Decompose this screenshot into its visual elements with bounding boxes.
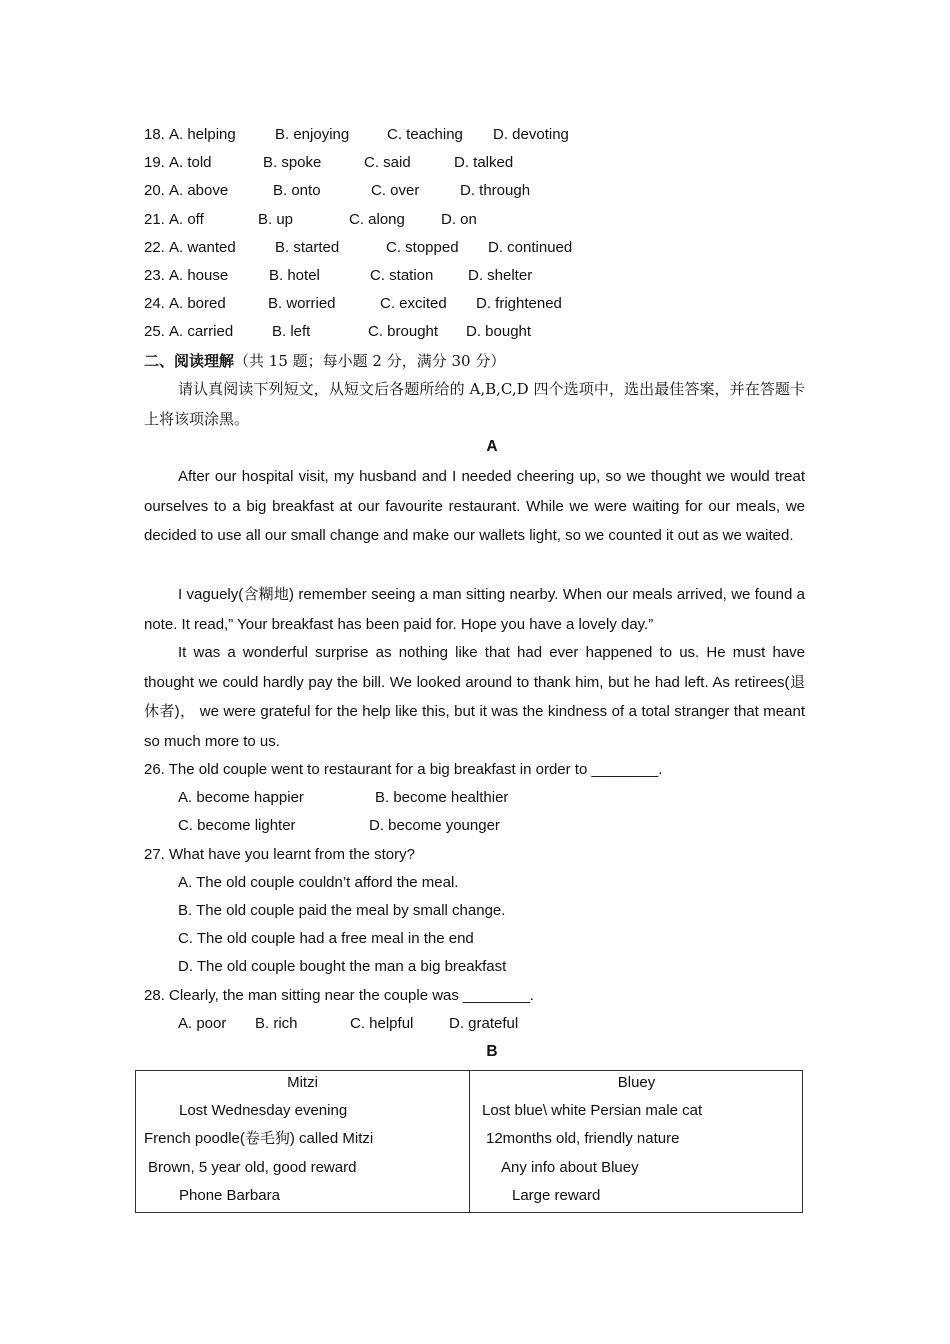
question-26-option-b: B. become healthier: [375, 789, 509, 806]
section-note: （共 15 题；每小题 2 分，满分 30 分）: [234, 352, 506, 370]
mitzi-line-3: Brown, 5 year old, good reward: [148, 1159, 357, 1176]
question-number: 23.: [144, 267, 165, 284]
option-a: A. carried: [169, 323, 234, 340]
option-d: D. through: [460, 182, 531, 199]
question-number: 25.: [144, 323, 165, 340]
question-27-option-a: A. The old couple couldn’t afford the meal.: [178, 874, 459, 891]
question-number: 24.: [144, 295, 165, 312]
option-d: D. bought: [466, 323, 532, 340]
option-c: C. excited: [380, 295, 447, 312]
option-a: A. bored: [169, 295, 226, 312]
option-c: C. over: [371, 182, 420, 199]
question-number: 21.: [144, 211, 165, 228]
bluey-line-1: Lost blue\ white Persian male cat: [482, 1102, 703, 1119]
bluey-title: Bluey: [617, 1074, 656, 1091]
option-a: A. helping: [169, 126, 236, 143]
option-a: A. wanted: [169, 239, 236, 256]
question-28-option-c: C. helpful: [350, 1015, 414, 1032]
question-28-option-b: B. rich: [255, 1015, 298, 1032]
option-c: C. station: [370, 267, 434, 284]
option-b: B. started: [275, 239, 340, 256]
question-26-option-d: D. become younger: [369, 817, 500, 834]
mitzi-line-4: Phone Barbara: [179, 1187, 280, 1204]
question-28-option-d: D. grateful: [449, 1015, 519, 1032]
bluey-line-2: 12months old, friendly nature: [486, 1130, 680, 1147]
question-26-stem: 26. The old couple went to restaurant for a big breakfast in order to ________.: [144, 761, 663, 778]
option-b: B. hotel: [269, 267, 320, 284]
lost-pets-table: [135, 1070, 803, 1213]
mitzi-title: Mitzi: [287, 1074, 318, 1091]
bluey-line-3: Any info about Bluey: [501, 1159, 639, 1176]
option-c: C. brought: [368, 323, 439, 340]
option-a: A. above: [169, 182, 229, 199]
mitzi-line-2: French poodle(卷毛狗) called Mitzi: [144, 1130, 374, 1147]
passage-a-paragraph-2: I vaguely(含糊地) remember seeing a man sitting nearby. When our meals arrived, we found a note. It read,” Your breakfast has been paid for. Hope you have a lovely day.”: [144, 586, 805, 633]
passage-b-title: B: [486, 1043, 498, 1060]
question-27-option-c: C. The old couple had a free meal in the end: [178, 930, 474, 947]
question-27-option-b: B. The old couple paid the meal by small change.: [178, 902, 506, 919]
question-number: 18.: [144, 126, 165, 143]
passage-a-paragraph-3: It was a wonderful surprise as nothing like that had ever happened to us. He must have thought we could hardly pay the bill. We looked around to thank him, but he had left. As retirees(退休者)， we were grateful for the help like this, but it was the kindness of a total stranger that meant so much more to us.: [144, 644, 805, 750]
question-26-option-a: A. become happier: [178, 789, 304, 806]
option-b: B. up: [258, 211, 294, 228]
section-heading: [144, 351, 505, 371]
option-d: D. continued: [488, 239, 573, 256]
option-a: A. told: [169, 154, 212, 171]
option-c: C. along: [349, 211, 405, 228]
bluey-line-4: Large reward: [512, 1187, 601, 1204]
question-number: 20.: [144, 182, 165, 199]
option-a: A. off: [169, 211, 204, 228]
section-title: 二、阅读理解: [144, 352, 235, 370]
question-26-option-c: C. become lighter: [178, 817, 296, 834]
option-d: D. on: [441, 211, 477, 228]
option-b: B. worried: [268, 295, 336, 312]
question-27-stem: 27. What have you learnt from the story?: [144, 846, 415, 863]
mitzi-line-1: Lost Wednesday evening: [179, 1102, 348, 1119]
section-instruction: 请认真阅读下列短文，从短文后各题所给的 A,B,C,D 四个选项中，选出最佳答案，并在答题卡上将该项涂黑。: [144, 380, 805, 428]
option-c: C. said: [364, 154, 411, 171]
question-28-stem: 28. Clearly, the man sitting near the couple was ________.: [144, 987, 534, 1004]
option-b: B. enjoying: [275, 126, 350, 143]
option-b: B. spoke: [263, 154, 322, 171]
option-d: D. shelter: [468, 267, 533, 284]
option-a: A. house: [169, 267, 229, 284]
option-d: D. talked: [454, 154, 514, 171]
passage-a-paragraph-1: After our hospital visit, my husband and I needed cheering up, so we thought we would treat ourselves to a big breakfast at our favourite restaurant. While we were waiting for our meals, we decided to use all our small change and make our wallets light, so we counted it out as we waited.: [144, 468, 805, 544]
option-d: D. devoting: [493, 126, 569, 143]
option-c: C. stopped: [386, 239, 459, 256]
question-number: 19.: [144, 154, 165, 171]
question-number: 22.: [144, 239, 165, 256]
passage-a-title: A: [486, 438, 498, 455]
option-c: C. teaching: [387, 126, 463, 143]
option-d: D. frightened: [476, 295, 562, 312]
question-28-option-a: A. poor: [178, 1015, 227, 1032]
option-b: B. onto: [273, 182, 321, 199]
question-27-option-d: D. The old couple bought the man a big breakfast: [178, 958, 507, 975]
option-b: B. left: [272, 323, 311, 340]
